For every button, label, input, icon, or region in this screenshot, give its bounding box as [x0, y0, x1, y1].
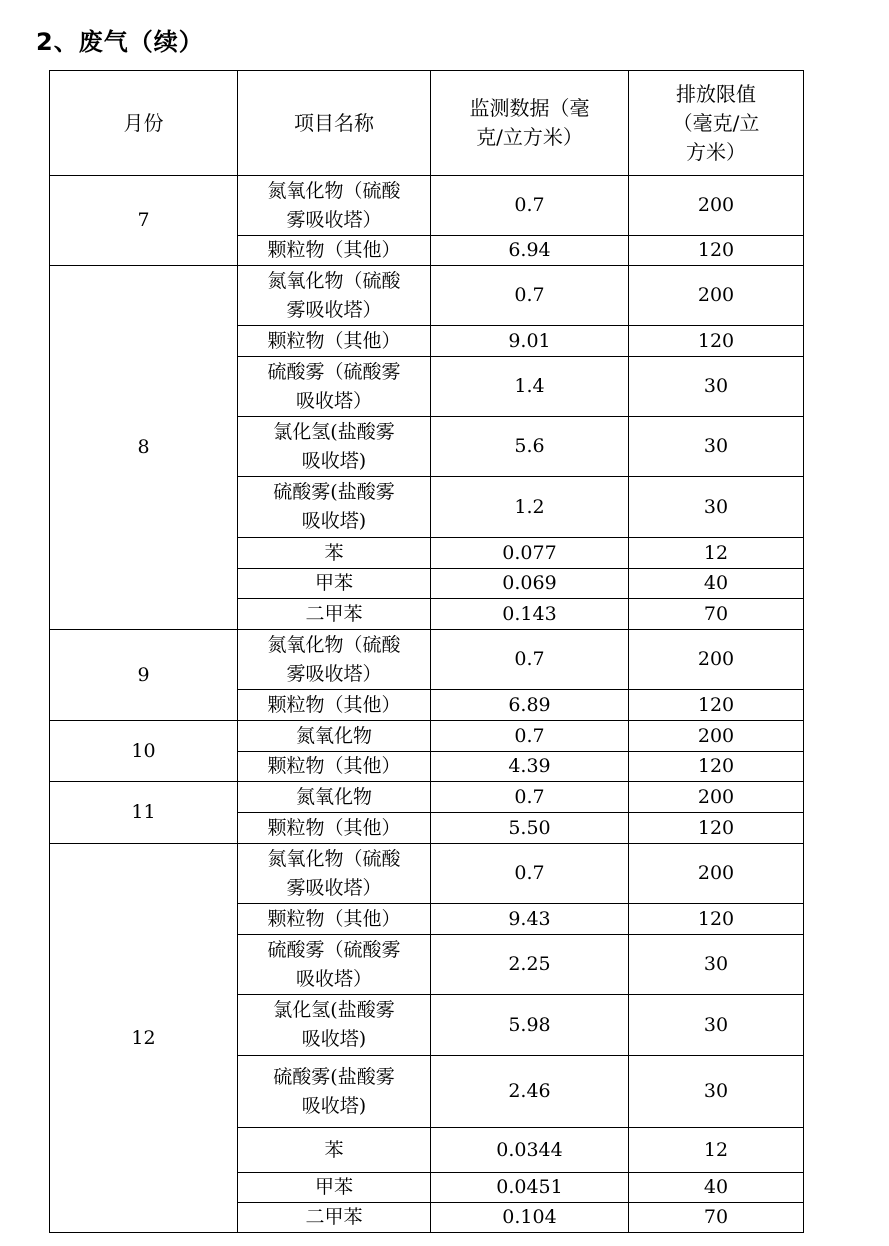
- measured-value-cell: 0.077: [431, 538, 629, 569]
- item-name-text: 氮氧化物（硫酸雾吸收塔）: [267, 847, 401, 899]
- item-name-cell: [238, 599, 431, 630]
- item-name-cell: [238, 995, 431, 1056]
- item-name-cell: [238, 1056, 431, 1128]
- item-name-text: 硫酸雾（硫酸雾吸收塔）: [267, 360, 401, 412]
- item-name-cell: [238, 477, 431, 538]
- limit-value-cell: 120: [629, 690, 804, 721]
- item-name-text: 颗粒物（其他）: [267, 693, 401, 716]
- item-name-cell: [238, 569, 431, 599]
- limit-value-cell: 200: [629, 782, 804, 813]
- table-row: [50, 630, 804, 690]
- item-name-text: 颗粒物（其他）: [267, 816, 401, 839]
- item-name-text: 苯: [324, 541, 344, 564]
- item-name-text: 氮氧化物: [295, 724, 372, 747]
- measured-value-cell: 5.98: [431, 995, 629, 1056]
- month-cell: 12: [50, 844, 238, 1233]
- measured-value-cell: 0.7: [431, 176, 629, 236]
- measured-value-cell: 0.143: [431, 599, 629, 630]
- limit-value-cell: 200: [629, 266, 804, 326]
- month-cell: 9: [50, 630, 238, 721]
- measured-value-cell: 2.25: [431, 935, 629, 995]
- table-body: [50, 176, 804, 1233]
- limit-value-cell: 40: [629, 1173, 804, 1203]
- measured-data-header: 监测数据（毫克/立方米）: [431, 71, 629, 176]
- item-name-cell: [238, 782, 431, 813]
- month-cell: 8: [50, 266, 238, 630]
- measured-value-cell: 0.7: [431, 721, 629, 752]
- limit-value-cell: 30: [629, 477, 804, 538]
- item-name-text: 颗粒物（其他）: [267, 329, 401, 352]
- limit-value-cell: 30: [629, 357, 804, 417]
- limit-value-cell: 200: [629, 721, 804, 752]
- item-name-cell: [238, 1128, 431, 1173]
- measured-value-cell: 6.89: [431, 690, 629, 721]
- table-row: [50, 844, 804, 904]
- limit-value-cell: 30: [629, 995, 804, 1056]
- limit-value-cell: 120: [629, 904, 804, 935]
- measured-value-cell: 2.46: [431, 1056, 629, 1128]
- item-name-header: 项目名称: [238, 71, 431, 176]
- item-name-text: 二甲苯: [305, 602, 363, 625]
- emission-table: [49, 70, 804, 1233]
- item-name-cell: [238, 326, 431, 357]
- month-cell: 7: [50, 176, 238, 266]
- item-name-text: 氯化氢(盐酸雾吸收塔): [273, 420, 395, 472]
- limit-value-cell: 30: [629, 417, 804, 477]
- measured-value-cell: 0.0451: [431, 1173, 629, 1203]
- item-name-text: 甲苯: [314, 572, 353, 594]
- item-name-cell: [238, 417, 431, 477]
- limit-value-cell: 120: [629, 326, 804, 357]
- item-name-text: 硫酸雾(盐酸雾吸收塔): [273, 481, 395, 532]
- measured-value-cell: 4.39: [431, 752, 629, 782]
- measured-value-cell: 1.2: [431, 477, 629, 538]
- limit-value-cell: 200: [629, 630, 804, 690]
- limit-value-cell: 12: [629, 1128, 804, 1173]
- measured-value-cell: 0.7: [431, 266, 629, 326]
- limit-value-cell: 12: [629, 538, 804, 569]
- measured-value-cell: 0.7: [431, 782, 629, 813]
- item-name-cell: [238, 266, 431, 326]
- table-row: [50, 176, 804, 236]
- item-name-text: 硫酸雾(盐酸雾吸收塔): [273, 1065, 395, 1117]
- item-name-cell: [238, 1203, 431, 1233]
- item-name-text: 氮氧化物（硫酸雾吸收塔）: [267, 633, 401, 685]
- measured-value-cell: 0.7: [431, 844, 629, 904]
- month-cell: 10: [50, 721, 238, 782]
- item-name-cell: [238, 236, 431, 266]
- item-name-text: 氮氧化物（硫酸雾吸收塔）: [267, 269, 401, 321]
- item-name-text: 氮氧化物（硫酸雾吸收塔）: [267, 179, 401, 231]
- item-name-cell: [238, 690, 431, 721]
- item-name-text: 硫酸雾（硫酸雾吸收塔）: [267, 938, 401, 990]
- limit-value-cell: 200: [629, 844, 804, 904]
- section-heading: 2、废气（续）: [36, 28, 204, 56]
- item-name-cell: [238, 752, 431, 782]
- month-cell: 11: [50, 782, 238, 844]
- item-name-text: 氮氧化物: [295, 785, 372, 808]
- limit-value-cell: 120: [629, 752, 804, 782]
- item-name-cell: [238, 538, 431, 569]
- item-name-cell: [238, 1173, 431, 1203]
- item-name-cell: [238, 844, 431, 904]
- item-name-cell: [238, 935, 431, 995]
- measured-value-cell: 1.4: [431, 357, 629, 417]
- limit-value-cell: 200: [629, 176, 804, 236]
- item-name-cell: [238, 357, 431, 417]
- item-name-text: 颗粒物（其他）: [267, 907, 401, 930]
- measured-value-cell: 0.7: [431, 630, 629, 690]
- emission-limit-header: 排放限值（毫克/立方米）: [629, 71, 804, 176]
- limit-value-cell: 70: [629, 1203, 804, 1233]
- item-name-text: 二甲苯: [305, 1206, 363, 1228]
- limit-value-cell: 70: [629, 599, 804, 630]
- limit-value-cell: 30: [629, 935, 804, 995]
- limit-value-cell: 30: [629, 1056, 804, 1128]
- item-name-text: 颗粒物（其他）: [267, 755, 401, 777]
- measured-value-cell: 0.069: [431, 569, 629, 599]
- item-name-cell: [238, 813, 431, 844]
- measured-value-cell: 9.01: [431, 326, 629, 357]
- measured-value-cell: 0.104: [431, 1203, 629, 1233]
- measured-value-cell: 9.43: [431, 904, 629, 935]
- measured-value-cell: 6.94: [431, 236, 629, 266]
- table-row: [50, 266, 804, 326]
- header-row: [50, 71, 804, 176]
- limit-value-cell: 120: [629, 236, 804, 266]
- item-name-cell: [238, 176, 431, 236]
- item-name-text: 颗粒物（其他）: [267, 239, 401, 261]
- measured-value-cell: 5.6: [431, 417, 629, 477]
- measured-value-cell: 5.50: [431, 813, 629, 844]
- item-name-text: 甲苯: [314, 1176, 353, 1198]
- item-name-cell: [238, 630, 431, 690]
- table-row: [50, 782, 804, 813]
- limit-value-cell: 120: [629, 813, 804, 844]
- item-name-cell: [238, 904, 431, 935]
- item-name-text: 苯: [324, 1138, 344, 1161]
- item-name-text: 氯化氢(盐酸雾吸收塔): [273, 999, 395, 1050]
- table-row: [50, 721, 804, 752]
- measured-value-cell: 0.0344: [431, 1128, 629, 1173]
- limit-value-cell: 40: [629, 569, 804, 599]
- item-name-cell: [238, 721, 431, 752]
- month-header: 月份: [50, 71, 238, 176]
